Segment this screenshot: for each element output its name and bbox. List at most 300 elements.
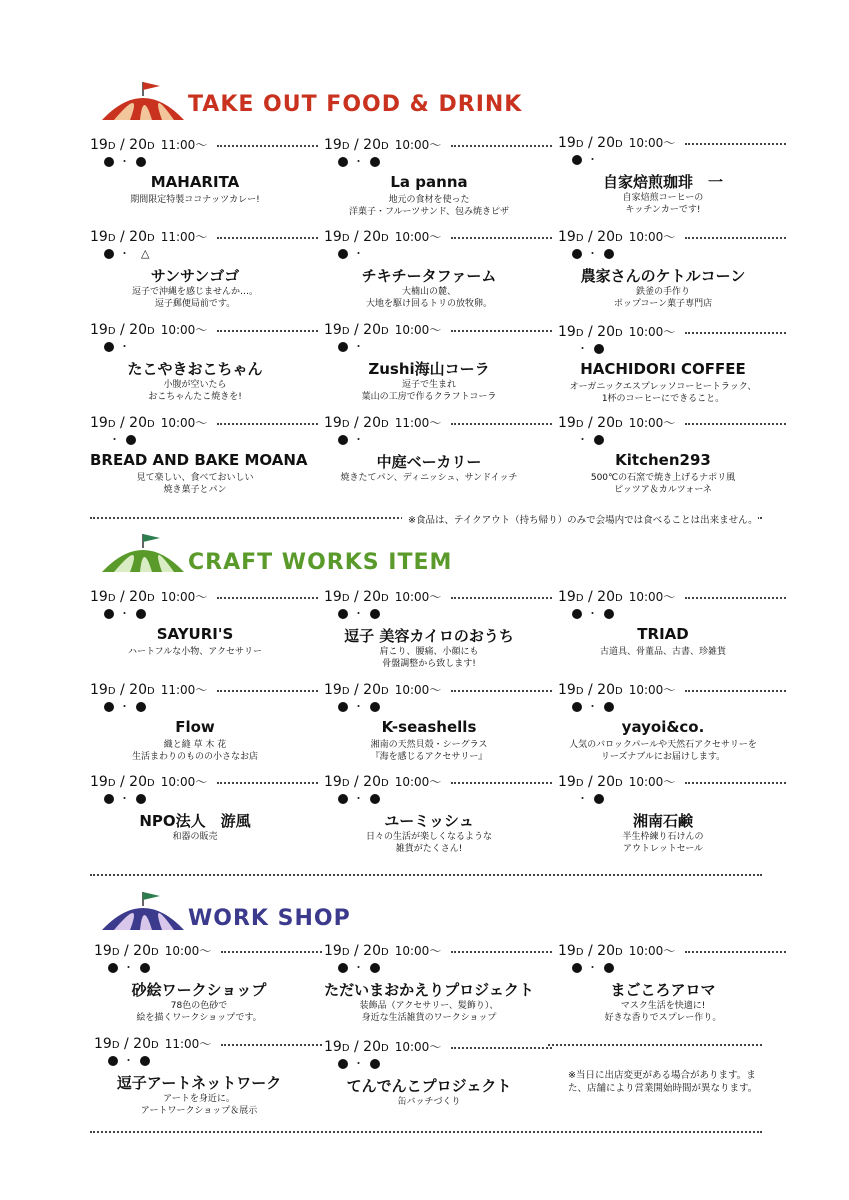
- day-1: 19: [90, 682, 108, 698]
- day-suffix: D: [380, 419, 389, 430]
- vendor-entry: [94, 942, 326, 1030]
- attendance-dot: [370, 963, 380, 973]
- dotted-leader: [685, 597, 786, 599]
- day-2: 20: [129, 774, 147, 790]
- attendance-dot: [370, 157, 380, 167]
- attendance-mark: ・: [353, 700, 365, 713]
- attendance-dot: [604, 609, 614, 619]
- dotted-leader: [451, 237, 552, 239]
- attendance-mark: ・: [123, 961, 135, 974]
- vendor-description: [94, 1093, 304, 1117]
- day-2: 20: [363, 229, 381, 245]
- day-2: 20: [129, 229, 147, 245]
- vendor-description-line: 和器の販売: [172, 832, 218, 842]
- vendor-entry: [558, 942, 790, 1030]
- vendor-entry: [558, 228, 790, 316]
- attendance-dot: [108, 1056, 118, 1066]
- vendor-entry: [90, 588, 322, 676]
- day-separator: /: [119, 682, 125, 698]
- day-2: 20: [133, 943, 151, 959]
- day-suffix: D: [150, 947, 159, 958]
- vendor-description: [324, 1000, 534, 1024]
- attendance-dot: [594, 344, 604, 354]
- attendance-marks: [104, 338, 136, 354]
- dotted-leader: [451, 330, 552, 332]
- schedule: [94, 942, 211, 959]
- day-1: 19: [558, 943, 576, 959]
- vendor-description-line: ハートフルな小物、アクセサリー: [127, 647, 263, 657]
- note-divider: [548, 1044, 762, 1046]
- vendor-description-line: アートを身近に。: [163, 1094, 235, 1104]
- attendance-marks: [572, 959, 614, 975]
- vendor-description: [90, 379, 300, 403]
- day-suffix: D: [146, 233, 155, 244]
- vendor-name: サンサンゴゴ: [150, 267, 240, 285]
- attendance-dot: [370, 609, 380, 619]
- day-separator: /: [123, 943, 129, 959]
- change-note: ※当日に出店変更がある場合があります。また、店舗により営業開始時間が異なります。: [568, 1070, 758, 1094]
- vendor-description-line: アウトレットセール: [622, 844, 704, 854]
- day-2: 20: [597, 589, 615, 605]
- vendor-description-line: 身近な生活雑貨のワークショップ: [361, 1013, 497, 1023]
- vendor-description-line: 地元の食材を使った: [388, 195, 470, 205]
- vendor-name: 逗子アートネットワーク: [116, 1074, 282, 1092]
- attendance-marks: [104, 153, 146, 169]
- schedule: [324, 773, 441, 790]
- vendor-entry: [324, 321, 556, 409]
- day-separator: /: [119, 322, 125, 338]
- day-1: 19: [324, 322, 342, 338]
- vendor-description-line: 人気のバロックパールや天然石アクセサリーを: [569, 740, 757, 750]
- dotted-leader: [217, 330, 318, 332]
- opening-time: 10:00〜: [160, 323, 208, 337]
- attendance-marks: [338, 338, 370, 354]
- dotted-leader: [685, 332, 786, 334]
- day-1: 19: [324, 682, 342, 698]
- attendance-marks: [572, 340, 604, 356]
- dotted-leader: [451, 597, 552, 599]
- day-suffix: D: [575, 328, 584, 339]
- day-1: 19: [324, 137, 342, 153]
- dotted-leader: [451, 951, 552, 953]
- day-suffix: D: [146, 326, 155, 337]
- day-separator: /: [119, 589, 125, 605]
- dotted-leader: [217, 423, 318, 425]
- dotted-leader: [685, 143, 786, 145]
- day-2: 20: [129, 682, 147, 698]
- day-1: 19: [324, 943, 342, 959]
- attendance-dot: [572, 963, 582, 973]
- vendor-description: [558, 1000, 768, 1024]
- attendance-mark: ・: [587, 247, 599, 260]
- vendor-name: 自家焙煎珈琲 一: [602, 173, 723, 191]
- attendance-mark: △: [141, 247, 151, 260]
- day-2: 20: [597, 682, 615, 698]
- vendor-name: La panna: [390, 173, 468, 191]
- dotted-leader: [221, 1044, 322, 1046]
- schedule: [324, 1038, 441, 1055]
- day-suffix: D: [107, 778, 116, 789]
- day-2: 20: [363, 943, 381, 959]
- day-suffix: D: [146, 593, 155, 604]
- day-1: 19: [558, 589, 576, 605]
- vendor-description: [324, 1096, 534, 1108]
- attendance-dot: [572, 609, 582, 619]
- opening-time: 10:00〜: [628, 230, 676, 244]
- vendor-entry: [558, 681, 790, 769]
- day-separator: /: [353, 322, 359, 338]
- schedule: [324, 681, 441, 698]
- vendor-description: [558, 472, 768, 496]
- attendance-marks: [572, 431, 604, 447]
- dotted-leader: [685, 237, 786, 239]
- schedule: [90, 414, 207, 431]
- vendor-entry: [324, 228, 556, 316]
- attendance-marks: [572, 790, 604, 806]
- schedule: [558, 323, 675, 340]
- attendance-mark: ・: [587, 153, 599, 166]
- vendor-description: [324, 379, 534, 403]
- vendor-entry: [324, 414, 556, 502]
- attendance-dot: [136, 702, 146, 712]
- vendor-entry: [90, 228, 322, 316]
- attendance-marks: [338, 431, 370, 447]
- day-suffix: D: [380, 233, 389, 244]
- attendance-marks: [338, 245, 370, 261]
- vendor-description-line: 期間限定特製ココナッツカレー!: [130, 195, 260, 205]
- day-1: 19: [324, 415, 342, 431]
- day-1: 19: [94, 943, 112, 959]
- vendor-entry: [324, 942, 556, 1030]
- vendor-description: [90, 739, 300, 763]
- day-1: 19: [558, 415, 576, 431]
- attendance-mark: ・: [353, 247, 365, 260]
- opening-time: 11:00〜: [160, 138, 208, 152]
- day-suffix: D: [614, 593, 623, 604]
- day-separator: /: [587, 682, 593, 698]
- day-separator: /: [587, 589, 593, 605]
- day-suffix: D: [614, 139, 623, 150]
- day-suffix: D: [341, 326, 350, 337]
- dotted-leader: [685, 423, 786, 425]
- day-suffix: D: [575, 593, 584, 604]
- opening-time: 11:00〜: [160, 683, 208, 697]
- section-header-craft: [100, 532, 520, 582]
- vendor-name: MAHARITA: [150, 173, 240, 191]
- schedule: [558, 942, 675, 959]
- day-2: 20: [133, 1036, 151, 1052]
- attendance-dot: [604, 702, 614, 712]
- attendance-dot: [338, 157, 348, 167]
- day-suffix: D: [341, 141, 350, 152]
- day-suffix: D: [111, 1040, 120, 1051]
- vendor-entry: [324, 136, 556, 224]
- day-2: 20: [129, 137, 147, 153]
- vendor-description-line: 骨盤調整から致します!: [382, 659, 476, 669]
- day-separator: /: [353, 1039, 359, 1055]
- attendance-marks: [104, 245, 155, 261]
- attendance-dot: [594, 794, 604, 804]
- attendance-marks: [104, 431, 136, 447]
- day-separator: /: [119, 774, 125, 790]
- food-note: ※食品は、テイクアウト（持ち帰り）のみで会場内では食べることは出来ません。: [402, 512, 758, 526]
- day-suffix: D: [614, 947, 623, 958]
- section-header-workshop: [100, 890, 520, 940]
- day-suffix: D: [107, 141, 116, 152]
- day-suffix: D: [341, 593, 350, 604]
- vendor-name: ただいまおかえりプロジェクト: [324, 981, 534, 999]
- day-1: 19: [90, 229, 108, 245]
- day-1: 19: [90, 322, 108, 338]
- day-separator: /: [587, 774, 593, 790]
- vendor-name: まごころアロマ: [610, 981, 716, 999]
- vendor-description-line: 500℃の石窯で焼き上げるナポリ風: [590, 473, 736, 483]
- vendor-name: たこやきおこちゃん: [127, 360, 263, 378]
- attendance-dot: [572, 702, 582, 712]
- opening-time: 10:00〜: [394, 944, 442, 958]
- vendor-name: yayoi&co.: [621, 718, 705, 736]
- day-suffix: D: [575, 686, 584, 697]
- attendance-dot: [136, 609, 146, 619]
- day-separator: /: [353, 589, 359, 605]
- attendance-mark: ・: [119, 607, 131, 620]
- schedule: [94, 1035, 211, 1052]
- day-suffix: D: [575, 139, 584, 150]
- day-1: 19: [90, 137, 108, 153]
- dotted-leader: [217, 782, 318, 784]
- attendance-dot: [594, 435, 604, 445]
- day-2: 20: [129, 589, 147, 605]
- day-2: 20: [363, 415, 381, 431]
- day-suffix: D: [341, 1043, 350, 1054]
- vendor-description-line: 見て楽しい、食べておいしい: [136, 473, 254, 483]
- schedule: [558, 588, 675, 605]
- vendor-description: [558, 831, 768, 855]
- vendor-description: [324, 194, 534, 218]
- attendance-mark: ・: [587, 607, 599, 620]
- opening-time: 10:00〜: [394, 138, 442, 152]
- vendor-description-line: ポップコーン菓子専門店: [613, 299, 713, 309]
- dotted-leader: [685, 782, 786, 784]
- attendance-dot: [338, 249, 348, 259]
- day-1: 19: [558, 135, 576, 151]
- attendance-marks: [104, 605, 146, 621]
- day-1: 19: [324, 229, 342, 245]
- schedule: [90, 321, 207, 338]
- attendance-dot: [104, 157, 114, 167]
- dotted-leader: [217, 690, 318, 692]
- day-suffix: D: [341, 778, 350, 789]
- attendance-mark: ・: [353, 155, 365, 168]
- opening-time: 10:00〜: [628, 590, 676, 604]
- day-suffix: D: [380, 593, 389, 604]
- day-suffix: D: [614, 686, 623, 697]
- vendor-description: [558, 381, 768, 405]
- vendor-description-line: 78色の色砂で: [170, 1001, 228, 1011]
- opening-time: 10:00〜: [394, 230, 442, 244]
- attendance-mark: ・: [119, 340, 131, 353]
- vendor-name: BREAD AND BAKE MOANA: [90, 451, 308, 469]
- schedule: [324, 136, 441, 153]
- day-2: 20: [129, 322, 147, 338]
- vendor-name: 砂絵ワークショップ: [131, 981, 267, 999]
- tent-icon: [100, 80, 186, 124]
- opening-time: 10:00〜: [628, 416, 676, 430]
- attendance-dot: [136, 157, 146, 167]
- vendor-description: [90, 194, 300, 206]
- day-1: 19: [324, 774, 342, 790]
- day-suffix: D: [614, 328, 623, 339]
- vendor-description: [90, 646, 300, 658]
- attendance-dot: [338, 702, 348, 712]
- vendor-description-line: おこちゃんたこ焼きを!: [148, 392, 242, 402]
- day-suffix: D: [380, 1043, 389, 1054]
- attendance-marks: [338, 1055, 380, 1071]
- attendance-marks: [108, 959, 150, 975]
- vendor-entry: [90, 773, 322, 861]
- vendor-entry: [558, 323, 790, 411]
- dotted-leader: [217, 237, 318, 239]
- attendance-dot: [140, 963, 150, 973]
- vendor-description-line: 大地を駆け回るトリの放牧卵。: [365, 299, 492, 309]
- attendance-dot: [108, 963, 118, 973]
- vendor-description-line: オーガニックエスプレッソコーヒートラック、: [569, 382, 757, 392]
- opening-time: 10:00〜: [160, 590, 208, 604]
- attendance-dot: [136, 794, 146, 804]
- attendance-mark: ・: [119, 155, 131, 168]
- vendor-entry: [90, 681, 322, 769]
- schedule: [324, 228, 441, 245]
- attendance-marks: [572, 698, 614, 714]
- schedule: [558, 134, 675, 151]
- vendor-name: 逗子 美容カイロのおうち: [344, 627, 514, 645]
- vendor-name: Kitchen293: [615, 451, 711, 469]
- vendor-entry: [324, 773, 556, 861]
- opening-time: 10:00〜: [394, 683, 442, 697]
- vendor-entry: [90, 136, 322, 224]
- opening-time: 10:00〜: [628, 136, 676, 150]
- vendor-description: [324, 286, 534, 310]
- schedule: [90, 588, 207, 605]
- day-suffix: D: [146, 419, 155, 430]
- day-separator: /: [587, 229, 593, 245]
- day-2: 20: [363, 774, 381, 790]
- dotted-leader: [221, 951, 322, 953]
- attendance-dot: [104, 609, 114, 619]
- attendance-mark: ・: [587, 961, 599, 974]
- vendor-description-line: 『海を感じるアクセサリー』: [370, 752, 488, 762]
- vendor-description-line: 1杯のコーヒーにできること。: [601, 394, 725, 404]
- vendor-description-line: アートワークショップ＆展示: [140, 1106, 258, 1116]
- vendor-description: [90, 286, 300, 310]
- schedule: [90, 773, 207, 790]
- attendance-marks: [572, 151, 604, 167]
- attendance-mark: ・: [109, 433, 121, 446]
- attendance-mark: ・: [119, 700, 131, 713]
- day-1: 19: [90, 415, 108, 431]
- day-separator: /: [587, 324, 593, 340]
- opening-time: 11:00〜: [164, 1037, 212, 1051]
- day-suffix: D: [146, 778, 155, 789]
- section-title-takeout: TAKE OUT FOOD & DRINK: [188, 92, 523, 117]
- vendor-description-line: 古道具、骨董品、古書、珍雑貨: [599, 647, 726, 657]
- vendor-description-line: 日々の生活が楽しくなるような: [365, 832, 492, 842]
- vendor-description: [558, 739, 768, 763]
- dotted-leader: [451, 690, 552, 692]
- day-2: 20: [597, 135, 615, 151]
- attendance-dot: [104, 249, 114, 259]
- opening-time: 10:00〜: [394, 590, 442, 604]
- opening-time: 10:00〜: [628, 775, 676, 789]
- day-suffix: D: [575, 947, 584, 958]
- vendor-entry: [558, 588, 790, 676]
- day-suffix: D: [575, 419, 584, 430]
- vendor-name: Zushi海山コーラ: [368, 360, 490, 378]
- attendance-dot: [338, 609, 348, 619]
- vendor-description-line: 逗子郵便局前です。: [154, 299, 236, 309]
- day-separator: /: [587, 415, 593, 431]
- vendor-description-line: 生活まわりのものの小さなお店: [131, 752, 258, 762]
- day-suffix: D: [575, 778, 584, 789]
- schedule: [558, 414, 675, 431]
- attendance-dot: [370, 702, 380, 712]
- vendor-entry: [558, 414, 790, 502]
- attendance-mark: ・: [577, 342, 589, 355]
- day-1: 19: [90, 589, 108, 605]
- attendance-mark: ・: [577, 792, 589, 805]
- day-suffix: D: [107, 419, 116, 430]
- vendor-description-line: 葉山の工房で作るクラフトコーラ: [361, 392, 497, 402]
- day-1: 19: [558, 229, 576, 245]
- day-separator: /: [119, 229, 125, 245]
- vendor-description-line: 装飾品（アクセサリー、髪飾り）、: [359, 1001, 499, 1011]
- attendance-mark: ・: [577, 433, 589, 446]
- attendance-dot: [140, 1056, 150, 1066]
- schedule: [90, 228, 207, 245]
- vendor-name: 中庭ベーカリー: [376, 453, 482, 471]
- opening-time: 10:00〜: [628, 944, 676, 958]
- vendor-description-line: 大楠山の麓、: [401, 287, 456, 297]
- day-2: 20: [363, 682, 381, 698]
- day-separator: /: [353, 682, 359, 698]
- day-1: 19: [90, 774, 108, 790]
- day-suffix: D: [146, 141, 155, 152]
- vendor-name: NPO法人 游風: [139, 812, 251, 830]
- attendance-mark: ・: [353, 607, 365, 620]
- day-1: 19: [324, 589, 342, 605]
- vendor-description-line: 逗子で沖縄を感じませんか…。: [131, 287, 258, 297]
- day-separator: /: [587, 135, 593, 151]
- day-2: 20: [363, 137, 381, 153]
- day-2: 20: [597, 229, 615, 245]
- day-1: 19: [94, 1036, 112, 1052]
- section-header-takeout: [100, 80, 523, 130]
- vendor-description-line: ピッツア＆カルツォーネ: [614, 485, 712, 495]
- vendor-name: HACHIDORI COFFEE: [580, 360, 746, 378]
- vendor-name: 湘南石鹸: [632, 812, 693, 830]
- dotted-leader: [217, 145, 318, 147]
- vendor-description-line: 好きな香りでスプレー作り。: [604, 1013, 722, 1023]
- day-2: 20: [597, 324, 615, 340]
- attendance-marks: [338, 698, 380, 714]
- attendance-mark: ・: [353, 1057, 365, 1070]
- attendance-mark: ・: [587, 700, 599, 713]
- vendor-description-line: マスク生活を快適に!: [620, 1001, 706, 1011]
- attendance-marks: [338, 153, 380, 169]
- day-suffix: D: [380, 686, 389, 697]
- attendance-marks: [104, 790, 146, 806]
- vendor-description-line: リーズナブルにお届けします。: [600, 752, 726, 762]
